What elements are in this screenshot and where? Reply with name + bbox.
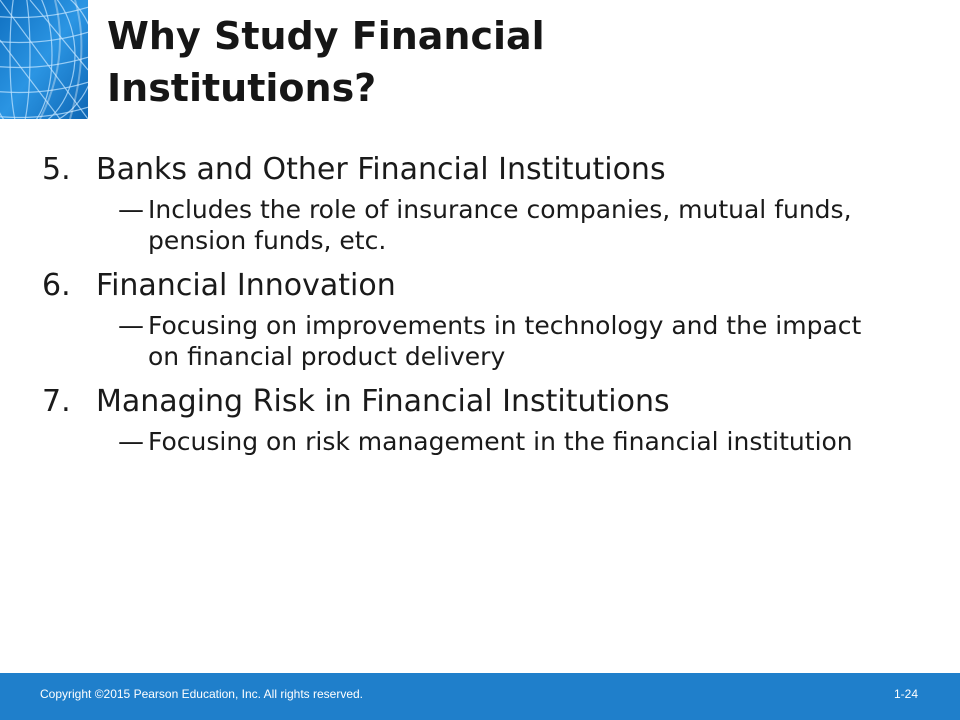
- item-number: 6.: [42, 268, 71, 303]
- title-line-2: Institutions?: [107, 66, 377, 110]
- sub-item-text: Focusing on risk management in the financial institution: [148, 427, 853, 456]
- sub-item: [118, 310, 922, 372]
- item-number: 5.: [42, 152, 71, 187]
- item-text: Financial Innovation: [96, 268, 396, 303]
- dash-bullet: —: [118, 311, 144, 341]
- item-text: Banks and Other Financial Institutions: [96, 152, 666, 187]
- sub-item-text: Includes the role of insurance companies, mutual funds, pension funds, etc.: [148, 195, 852, 255]
- bullet-list: [42, 148, 922, 466]
- dash-bullet: —: [118, 195, 144, 225]
- page-number: 1-24: [893, 687, 918, 701]
- sub-item: [118, 194, 922, 256]
- list-item: [42, 380, 922, 458]
- item-text: Managing Risk in Financial Institutions: [96, 384, 670, 419]
- sub-item-text: Focusing on improvements in technology and the impact on financial product delivery: [148, 311, 862, 371]
- sub-item: [118, 426, 922, 458]
- list-item: [42, 148, 922, 256]
- globe-graphic-icon: [0, 0, 88, 119]
- list-item: [42, 264, 922, 372]
- item-number: 7.: [42, 384, 71, 419]
- dash-bullet: —: [118, 427, 144, 457]
- title-line-1: Why Study Financial: [107, 14, 545, 58]
- copyright-text: Copyright ©2015 Pearson Education, Inc. All rights reserved.: [40, 687, 364, 701]
- footer-bar: [0, 673, 960, 720]
- page-title: [107, 10, 927, 114]
